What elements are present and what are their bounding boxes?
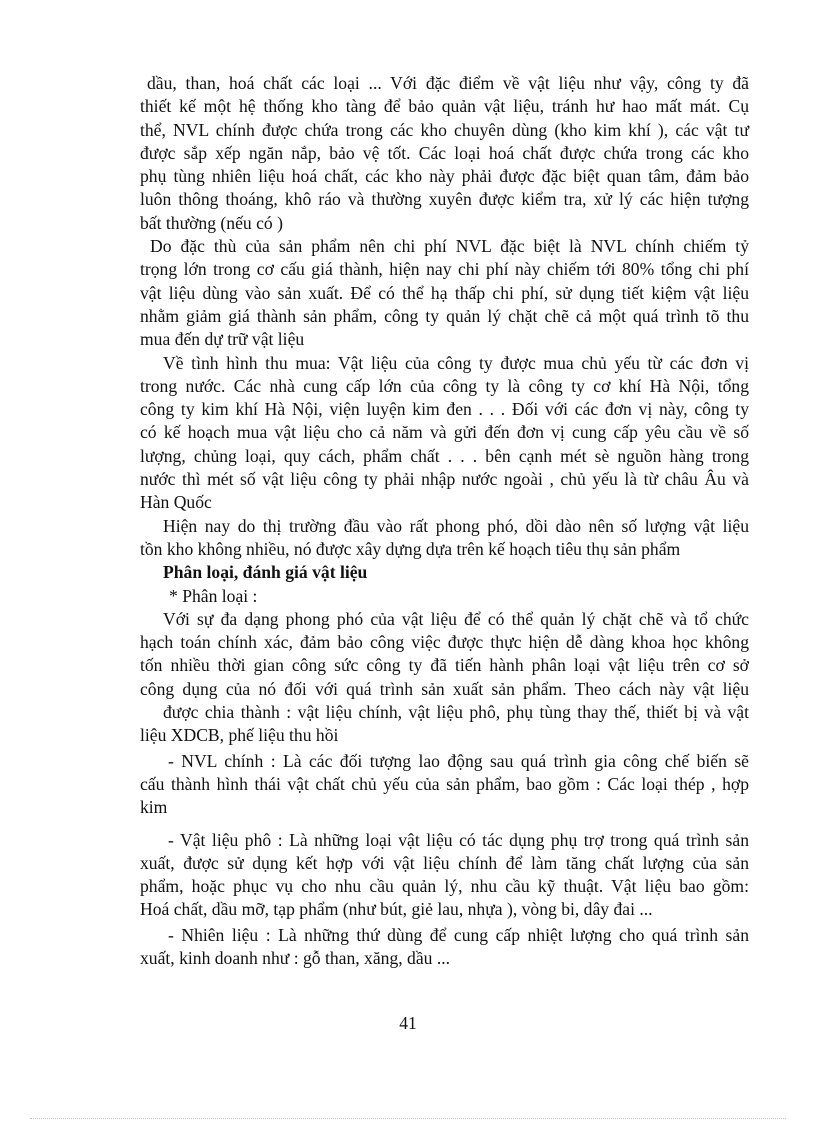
text-line: trọng lớn trong cơ cấu giá thành, hiện nay chi phí này chiếm tới 80% tổng chi phí xyxy=(140,259,749,280)
text-line: được chia thành : vật liệu chính, vật liệu phô, phụ tùng thay thế, thiết bị và vật xyxy=(163,702,749,723)
page-body xyxy=(141,72,749,970)
text-line: thiết kế một hệ thống kho tàng để bảo quản vật liệu, tránh hư hao mất mát. Cụ xyxy=(140,96,749,117)
text-line: phụ tùng nhiên liệu hoá chất, các kho này phải được đặc biệt quan tâm, đảm bảo xyxy=(140,166,749,187)
text-line: - Nhiên liệu : Là những thứ dùng để cung cấp nhiệt lượng cho quá trình sản xyxy=(168,924,749,945)
text-line: công dụng của nó đối với quá trình sản xuất sản phẩm. Theo cách này vật liệu xyxy=(140,678,749,699)
text-line: cấu thành hình thái vật chất chủ yếu của sản phẩm, bao gồm : Các loại thép , hợp xyxy=(140,773,749,794)
section-heading: Phân loại, đánh giá vật liệu xyxy=(163,562,368,583)
sub-heading: * Phân loại : xyxy=(169,585,258,606)
paragraph-cost xyxy=(141,235,749,351)
text-line: có kế hoạch mua vật liệu cho cả năm và gửi đến đơn vị cung cấp yêu cầu về số xyxy=(140,422,749,443)
text-line: Hiện nay do thị trường đầu vào rất phong phó, dồi dào nên số lượng vật liệu xyxy=(163,515,749,536)
text-line: Với sự đa dạng phong phó của vật liệu để có thể quản lý chặt chẽ và tổ chức xyxy=(163,608,749,629)
page-bottom-divider xyxy=(30,1118,786,1119)
text-line: lượng, chủng loại, quy cách, phẩm chất . . . bên cạnh mét sè nguồn hàng trong xyxy=(140,445,749,466)
paragraph-auxiliary-material xyxy=(141,829,749,922)
text-line: Do đặc thù của sản phẩm nên chi phí NVL đặc biệt là NVL chính chiếm tỷ xyxy=(150,236,749,257)
text-line: Hoá chất, dầu mỡ, tạp phẩm (như bút, giẻ lau, nhựa ), vòng bi, dây đai ... xyxy=(140,899,653,920)
text-line: được sắp xếp ngăn nắp, bảo vệ tốt. Các loại hoá chất được chứa trong các kho xyxy=(140,142,749,163)
paragraph-storage xyxy=(140,72,749,235)
text-line: nhằm giảm giá thành sản phẩm, công ty quản lý chặt chẽ cả một quá trình tõ thu xyxy=(140,305,749,326)
text-line: thể, NVL chính được chứa trong các kho chuyên dùng (kho kim khí ), các vật tư xyxy=(140,119,749,140)
text-line: xuất, kinh doanh như : gỗ than, xăng, dầu ... xyxy=(140,947,451,968)
paragraph-purchasing xyxy=(141,352,749,515)
text-line: dầu, than, hoá chất các loại ... Với đặc điểm về vật liệu như vậy, công ty đã xyxy=(147,73,749,93)
text-line: phẩm, hoặc phục vụ cho nhu cầu quản lý, nhu cầu kỹ thuật. Vật liệu bao gồm: xyxy=(140,876,749,897)
text-line: hạch toán chính xác, đảm bảo công việc được thực hiện dễ dàng khoa học không xyxy=(140,632,749,653)
text-line: bất thường (nếu có ) xyxy=(140,212,283,233)
text-line: vật liệu dùng vào sản xuất. Để có thể hạ thấp chi phí, sử dụng tiết kiệm vật liệu xyxy=(140,282,749,303)
paragraph-inventory xyxy=(141,515,749,562)
text-line: Hàn Quốc xyxy=(140,492,212,513)
text-line: tốn nhiều thời gian công sức công ty đã tiến hành phân loại vật liệu trên cơ sở xyxy=(140,655,749,676)
paragraph-fuel xyxy=(141,924,749,971)
paragraph-main-material xyxy=(141,750,749,820)
text-line: kim xyxy=(140,797,168,818)
text-line: trong nước. Các nhà cung cấp lớn của công ty là công ty cơ khí Hà Nội, tổng xyxy=(140,375,749,396)
text-line: tồn kho không nhiều, nó được xây dựng dựa trên kế hoạch tiêu thụ sản phẩm xyxy=(140,538,681,559)
page-number: 41 xyxy=(399,1013,417,1033)
text-line: nước thì mét số vật liệu công ty phải nhập nước ngoài , chủ yếu là từ châu Âu và xyxy=(140,469,749,490)
text-line: công ty kim khí Hà Nội, viện luyện kim đen . . . Đối với các đơn vị này, công ty xyxy=(140,399,749,420)
text-line: luôn thông thoáng, khô ráo và thường xuyên được kiểm tra, xử lý các hiện tượng xyxy=(140,189,749,210)
text-line: Về tình hình thu mua: Vật liệu của công ty được mua chủ yếu từ các đơn vị xyxy=(163,352,749,373)
text-line: liệu XDCB, phế liệu thu hồi xyxy=(140,725,339,746)
paragraph-classification xyxy=(141,608,749,748)
text-line: - NVL chính : Là các đối tượng lao động sau quá trình gia công chế biến sẽ xyxy=(168,750,749,771)
text-line: - Vật liệu phô : Là những loại vật liệu có tác dụng phụ trợ trong quá trình sản xyxy=(168,829,749,850)
text-line: mua đến dự trữ vật liệu xyxy=(140,329,305,350)
text-line: xuất, được sử dụng kết hợp với vật liệu chính để làm tăng chất lượng của sản xyxy=(140,852,749,873)
